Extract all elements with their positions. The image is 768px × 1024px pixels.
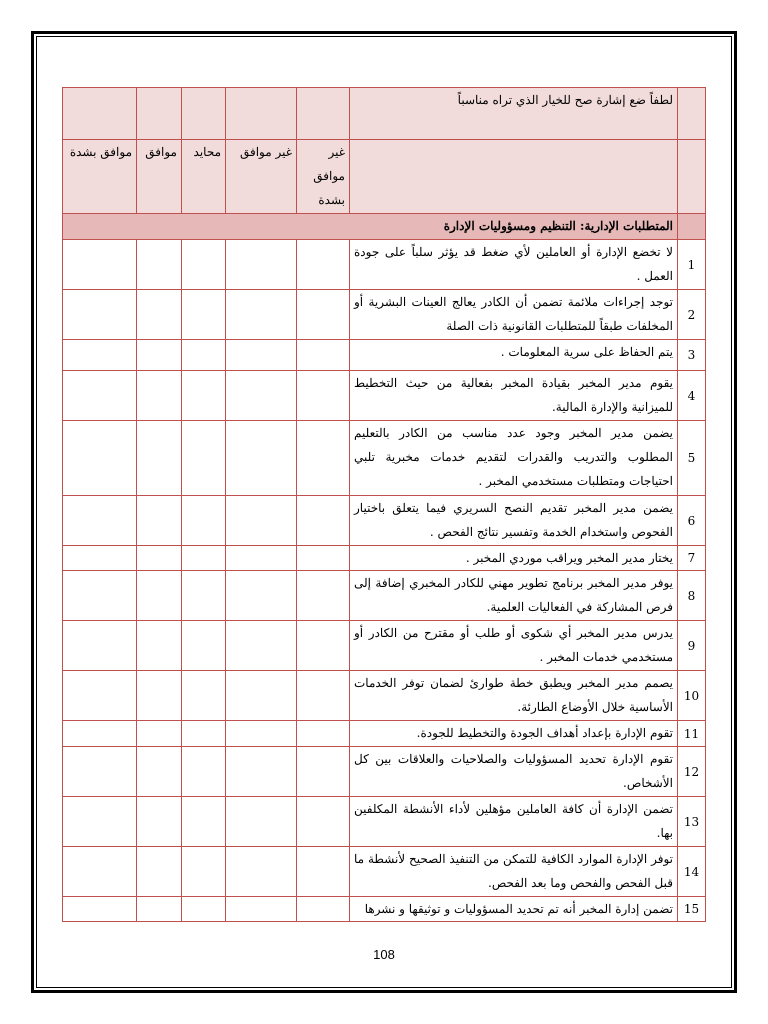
answer-cell[interactable] — [137, 371, 182, 421]
answer-cell[interactable] — [226, 897, 297, 922]
answer-cell[interactable] — [63, 747, 137, 797]
answer-cell[interactable] — [137, 847, 182, 897]
answer-cell[interactable] — [226, 671, 297, 721]
section-title-row — [63, 214, 706, 240]
option-agree: موافق — [137, 140, 182, 214]
answer-cell[interactable] — [297, 747, 350, 797]
question-row — [63, 847, 706, 897]
options-header-row — [63, 140, 706, 214]
question-number: 2 — [678, 290, 706, 340]
answer-cell[interactable] — [226, 747, 297, 797]
question-text: توفر الإدارة الموارد الكافية للتمكن من التنفيذ الصحيح لأنشطة ما قبل الفحص والفحص وما بعد الفحص. — [350, 847, 678, 897]
question-number: 4 — [678, 371, 706, 421]
answer-cell[interactable] — [182, 240, 226, 290]
question-text: يضمن مدير المخبر وجود عدد مناسب من الكادر بالتعليم المطلوب والتدريب والقدرات لتقديم خدمات مخبرية تلبي احتياجات ومتطلبات مستخدمي المخبر . — [350, 421, 678, 496]
answer-cell[interactable] — [226, 290, 297, 340]
question-row — [63, 421, 706, 496]
question-text: تقوم الإدارة تحديد المسؤوليات والصلاحيات والعلاقات بين كل الأشخاص. — [350, 747, 678, 797]
question-row — [63, 747, 706, 797]
question-row — [63, 496, 706, 546]
section-title: المتطلبات الإدارية: التنظيم ومسؤوليات الإدارة — [63, 214, 678, 240]
answer-cell[interactable] — [182, 290, 226, 340]
answer-cell[interactable] — [137, 747, 182, 797]
question-number: 11 — [678, 721, 706, 747]
question-text: يختار مدير المخبر ويراقب موردي المخبر . — [350, 546, 678, 571]
answer-cell[interactable] — [137, 290, 182, 340]
answer-cell[interactable] — [182, 847, 226, 897]
answer-cell[interactable] — [182, 897, 226, 922]
answer-cell[interactable] — [137, 546, 182, 571]
question-number: 8 — [678, 571, 706, 621]
answer-cell[interactable] — [137, 571, 182, 621]
answer-cell[interactable] — [182, 340, 226, 371]
question-number: 5 — [678, 421, 706, 496]
answer-cell[interactable] — [182, 797, 226, 847]
answer-cell[interactable] — [226, 571, 297, 621]
answer-cell[interactable] — [226, 340, 297, 371]
question-text: يضمن مدير المخبر تقديم النصح السريري فيما يتعلق باختيار الفحوص واستخدام الخدمة وتفسير نتائج الفحص . — [350, 496, 678, 546]
question-text: تضمن الإدارة أن كافة العاملين مؤهلين لأداء الأنشطة المكلفين بها. — [350, 797, 678, 847]
answer-cell[interactable] — [182, 571, 226, 621]
answer-cell[interactable] — [297, 671, 350, 721]
question-row — [63, 571, 706, 621]
question-text: تضمن إدارة المخبر أنه تم تحديد المسؤوليات و توثيقها و نشرها — [350, 897, 678, 922]
question-text: يدرس مدير المخبر أي شكوى أو طلب أو مقترح من الكادر أو مستخدمي خدمات المخبر . — [350, 621, 678, 671]
answer-cell[interactable] — [226, 847, 297, 897]
answer-cell[interactable] — [297, 496, 350, 546]
answer-cell[interactable] — [137, 721, 182, 747]
answer-cell[interactable] — [297, 340, 350, 371]
question-number: 9 — [678, 621, 706, 671]
question-number: 10 — [678, 671, 706, 721]
answer-cell[interactable] — [226, 496, 297, 546]
answer-cell[interactable] — [226, 797, 297, 847]
answer-cell[interactable] — [63, 571, 137, 621]
question-number: 3 — [678, 340, 706, 371]
question-text: يتم الحفاظ على سرية المعلومات . — [350, 340, 678, 371]
answer-cell[interactable] — [63, 546, 137, 571]
answer-cell[interactable] — [297, 621, 350, 671]
answer-cell[interactable] — [297, 721, 350, 747]
question-number: 13 — [678, 797, 706, 847]
question-row — [63, 340, 706, 371]
answer-cell[interactable] — [63, 421, 137, 496]
survey-table — [62, 87, 706, 922]
answer-cell[interactable] — [137, 797, 182, 847]
question-rows — [63, 240, 706, 922]
instruction-text: لطفاً ضع إشارة صح للخيار الذي تراه مناسباً — [350, 88, 678, 140]
question-row — [63, 897, 706, 922]
question-row — [63, 240, 706, 290]
option-strongly-disagree: غير موافق بشدة — [297, 140, 350, 214]
answer-cell[interactable] — [226, 371, 297, 421]
answer-cell[interactable] — [63, 496, 137, 546]
answer-cell[interactable] — [137, 671, 182, 721]
question-number: 7 — [678, 546, 706, 571]
question-row — [63, 546, 706, 571]
answer-cell[interactable] — [182, 546, 226, 571]
question-number: 12 — [678, 747, 706, 797]
answer-cell[interactable] — [63, 340, 137, 371]
answer-cell[interactable] — [182, 721, 226, 747]
answer-cell[interactable] — [63, 721, 137, 747]
answer-cell[interactable] — [297, 240, 350, 290]
question-row — [63, 797, 706, 847]
answer-cell[interactable] — [297, 290, 350, 340]
question-text: يوفر مدير المخبر برنامج تطوير مهني للكادر المخبري إضافة إلى فرص المشاركة في الفعاليات العلمية. — [350, 571, 678, 621]
answer-cell[interactable] — [63, 621, 137, 671]
answer-cell[interactable] — [297, 847, 350, 897]
question-text: يصمم مدير المخبر ويطبق خطة طوارئ لضمان توفر الخدمات الأساسية خلال الأوضاع الطارئة. — [350, 671, 678, 721]
question-row — [63, 671, 706, 721]
question-row — [63, 621, 706, 671]
answer-cell[interactable] — [63, 290, 137, 340]
answer-cell[interactable] — [182, 621, 226, 671]
answer-cell[interactable] — [137, 496, 182, 546]
answer-cell[interactable] — [63, 671, 137, 721]
question-text: توجد إجراءات ملائمة تضمن أن الكادر يعالج العينات البشرية أو المخلفات طبقاً للمتطلبات القانونية ذات الصلة — [350, 290, 678, 340]
question-text: لا تخضع الإدارة أو العاملين لأي ضغط قد يؤثر سلباً على جودة العمل . — [350, 240, 678, 290]
answer-cell[interactable] — [226, 621, 297, 671]
page-number: 108 — [373, 947, 395, 962]
instruction-row — [63, 88, 706, 140]
answer-cell[interactable] — [182, 421, 226, 496]
answer-cell[interactable] — [297, 371, 350, 421]
answer-cell[interactable] — [137, 897, 182, 922]
answer-cell[interactable] — [226, 721, 297, 747]
question-text: تقوم الإدارة بإعداد أهداف الجودة والتخطيط للجودة. — [350, 721, 678, 747]
answer-cell[interactable] — [297, 421, 350, 496]
answer-cell[interactable] — [182, 496, 226, 546]
question-row — [63, 371, 706, 421]
question-number: 14 — [678, 847, 706, 897]
option-disagree: غير موافق — [226, 140, 297, 214]
answer-cell[interactable] — [226, 546, 297, 571]
answer-cell[interactable] — [137, 340, 182, 371]
answer-cell[interactable] — [226, 421, 297, 496]
answer-cell[interactable] — [63, 371, 137, 421]
question-number: 15 — [678, 897, 706, 922]
question-number: 1 — [678, 240, 706, 290]
question-row — [63, 721, 706, 747]
question-number: 6 — [678, 496, 706, 546]
answer-cell[interactable] — [297, 897, 350, 922]
answer-cell[interactable] — [297, 797, 350, 847]
answer-cell[interactable] — [137, 240, 182, 290]
answer-cell[interactable] — [63, 240, 137, 290]
question-row — [63, 290, 706, 340]
answer-cell[interactable] — [297, 571, 350, 621]
option-strongly-agree: موافق بشدة — [63, 140, 137, 214]
answer-cell[interactable] — [137, 421, 182, 496]
answer-cell[interactable] — [226, 240, 297, 290]
answer-cell[interactable] — [182, 671, 226, 721]
answer-cell[interactable] — [182, 747, 226, 797]
question-text: يقوم مدير المخبر بقيادة المخبر بفعالية من حيث التخطيط للميزانية والإدارة المالية. — [350, 371, 678, 421]
answer-cell[interactable] — [63, 797, 137, 847]
answer-cell[interactable] — [182, 371, 226, 421]
answer-cell[interactable] — [137, 621, 182, 671]
answer-cell[interactable] — [297, 546, 350, 571]
answer-cell[interactable] — [63, 847, 137, 897]
answer-cell[interactable] — [63, 897, 137, 922]
option-neutral: محايد — [182, 140, 226, 214]
